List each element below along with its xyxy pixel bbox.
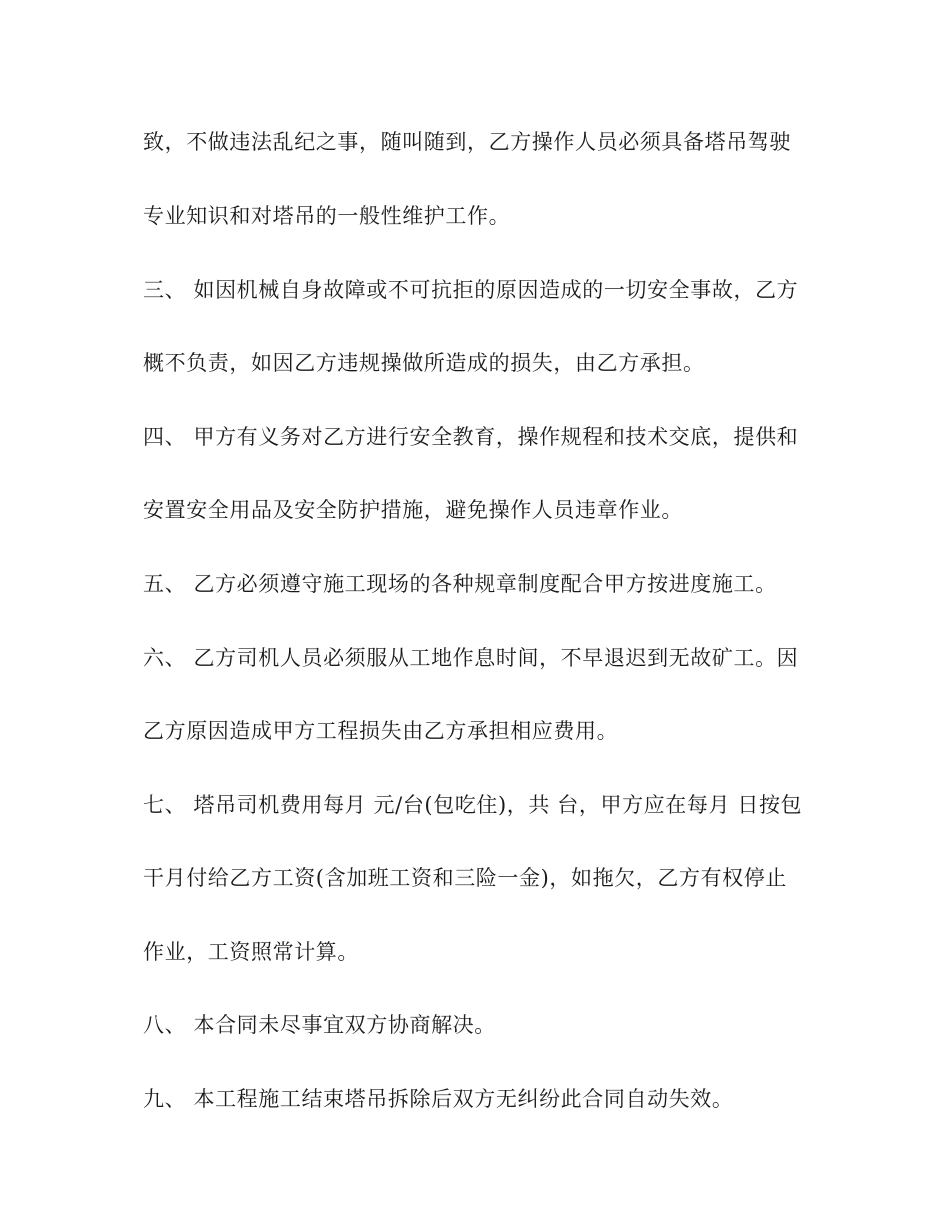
clause-7: 七、 塔吊司机费用每月 元/台(包吃住)，共 台，甲方应在每月 日按包	[143, 793, 803, 817]
clause-4: 四、 甲方有义务对乙方进行安全教育，操作规程和技术交底，提供和	[143, 425, 799, 449]
text-line: 干月付给乙方工资(含加班工资和三险一金)，如拖欠，乙方有权停止	[143, 866, 787, 890]
text-line: 安置安全用品及安全防护措施，避免操作人员违章作业。	[143, 498, 683, 522]
clause-6: 六、 乙方司机人员必须服从工地作息时间，不早退迟到无故矿工。因	[143, 646, 799, 670]
clause-3: 三、 如因机械自身故障或不可抗拒的原因造成的一切安全事故，乙方	[143, 278, 799, 302]
clause-8: 八、 本合同未尽事宜双方协商解决。	[143, 1013, 496, 1037]
clause-5: 五、 乙方必须遵守施工现场的各种规章制度配合甲方按进度施工。	[143, 572, 777, 596]
text-line: 专业知识和对塔吊的一般性维护工作。	[143, 204, 511, 228]
clause-9: 九、 本工程施工结束塔吊拆除后双方无纠纷此合同自动失效。	[143, 1087, 734, 1111]
text-line: 概不负责，如因乙方违规操做所造成的损失，由乙方承担。	[143, 351, 705, 375]
text-line: 作业，工资照常计算。	[143, 940, 359, 964]
text-line: 乙方原因造成甲方工程损失由乙方承担相应费用。	[143, 719, 619, 743]
text-line: 致，不做违法乱纪之事，随叫随到，乙方操作人员必须具备塔吊驾驶	[143, 130, 791, 154]
